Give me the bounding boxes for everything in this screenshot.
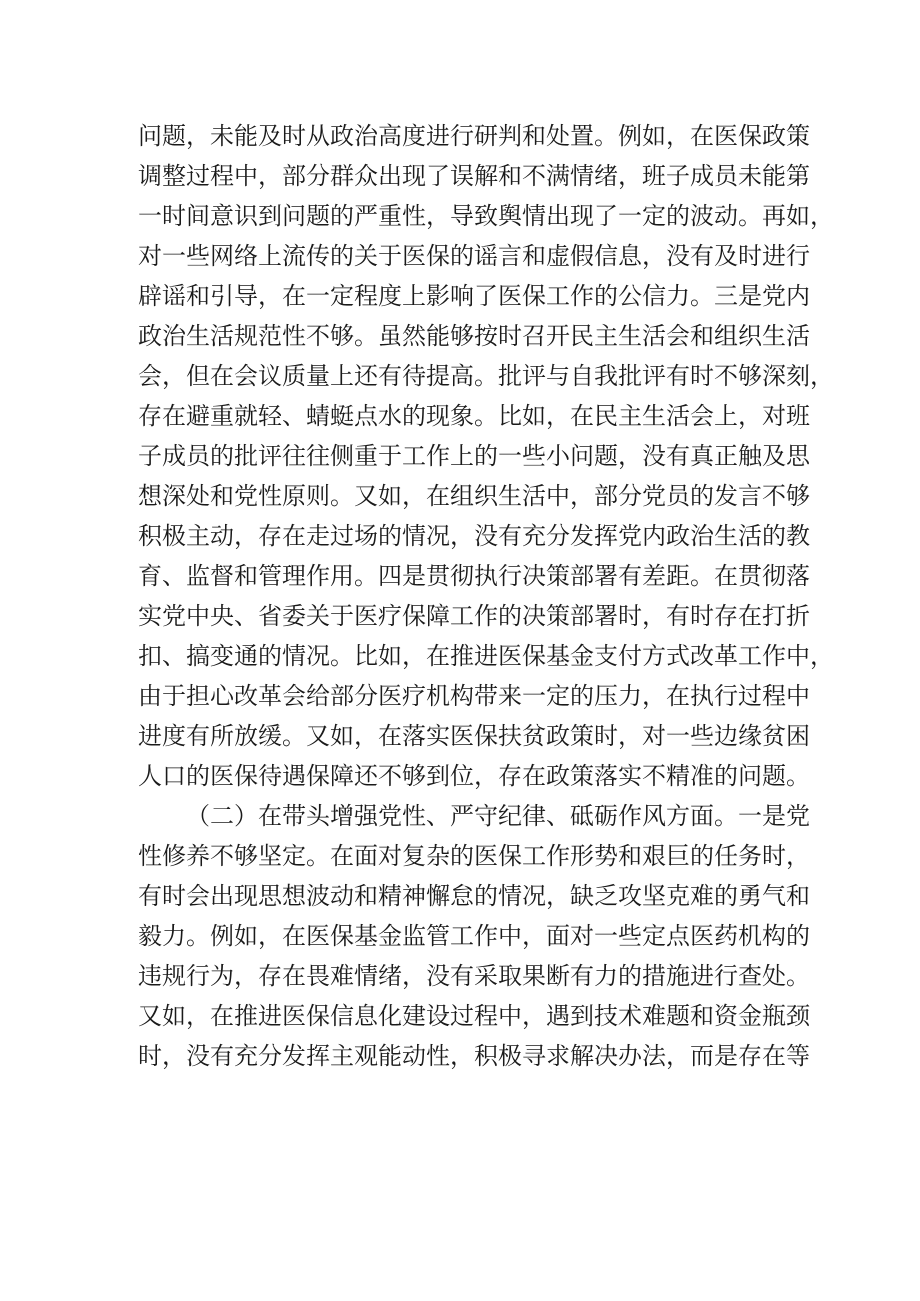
text-line: 有时会出现思想波动和精神懈怠的情况，缺乏攻坚克难的勇气和 [138, 882, 810, 910]
text-line: 政治生活规范性不够。虽然能够按时召开民主生活会和组织生活 [138, 322, 810, 350]
body-text [138, 116, 834, 1076]
text-line: 时，没有充分发挥主观能动性，积极寻求解决办法，而是存在等 [138, 1042, 810, 1070]
text-line: 扣、搞变通的情况。比如，在推进医保基金支付方式改革工作中， [138, 642, 834, 670]
text-line: 想深处和党性原则。又如，在组织生活中，部分党员的发言不够 [138, 482, 810, 510]
text-line: 实党中央、省委关于医疗保障工作的决策部署时，有时存在打折 [138, 602, 810, 630]
text-line: 育、监督和管理作用。四是贯彻执行决策部署有差距。在贯彻落 [138, 562, 810, 590]
text-line: 性修养不够坚定。在面对复杂的医保工作形势和艰巨的任务时， [138, 842, 810, 870]
text-line: 毅力。例如，在医保基金监管工作中，面对一些定点医药机构的 [138, 922, 810, 950]
text-line: 进度有所放缓。又如，在落实医保扶贫政策时，对一些边缘贫困 [138, 722, 810, 750]
text-line: 子成员的批评往往侧重于工作上的一些小问题，没有真正触及思 [138, 442, 810, 470]
text-line: 积极主动，存在走过场的情况，没有充分发挥党内政治生活的教 [138, 522, 810, 550]
text-line: 对一些网络上流传的关于医保的谣言和虚假信息，没有及时进行 [138, 242, 810, 270]
paragraph-end-line: 人口的医保待遇保障还不够到位，存在政策落实不精准的问题。 [138, 762, 810, 790]
text-line: 会，但在会议质量上还有待提高。批评与自我批评有时不够深刻， [138, 362, 834, 390]
text-line: 由于担心改革会给部分医疗机构带来一定的压力，在执行过程中 [138, 682, 810, 710]
text-line: 又如，在推进医保信息化建设过程中，遇到技术难题和资金瓶颈 [138, 1002, 810, 1030]
text-line: 一时间意识到问题的严重性，导致舆情出现了一定的波动。再如， [138, 202, 834, 230]
text-line: 问题，未能及时从政治高度进行研判和处置。例如，在医保政策 [138, 122, 810, 150]
text-line: 辟谣和引导，在一定程度上影响了医保工作的公信力。三是党内 [138, 282, 810, 310]
text-line: 调整过程中，部分群众出现了误解和不满情绪，班子成员未能第 [138, 162, 810, 190]
section-heading-line: （二）在带头增强党性、严守纪律、砥砺作风方面。一是党 [186, 802, 810, 830]
text-line: 违规行为，存在畏难情绪，没有采取果断有力的措施进行查处。 [138, 962, 810, 990]
text-line: 存在避重就轻、蜻蜓点水的现象。比如，在民主生活会上，对班 [138, 402, 810, 430]
